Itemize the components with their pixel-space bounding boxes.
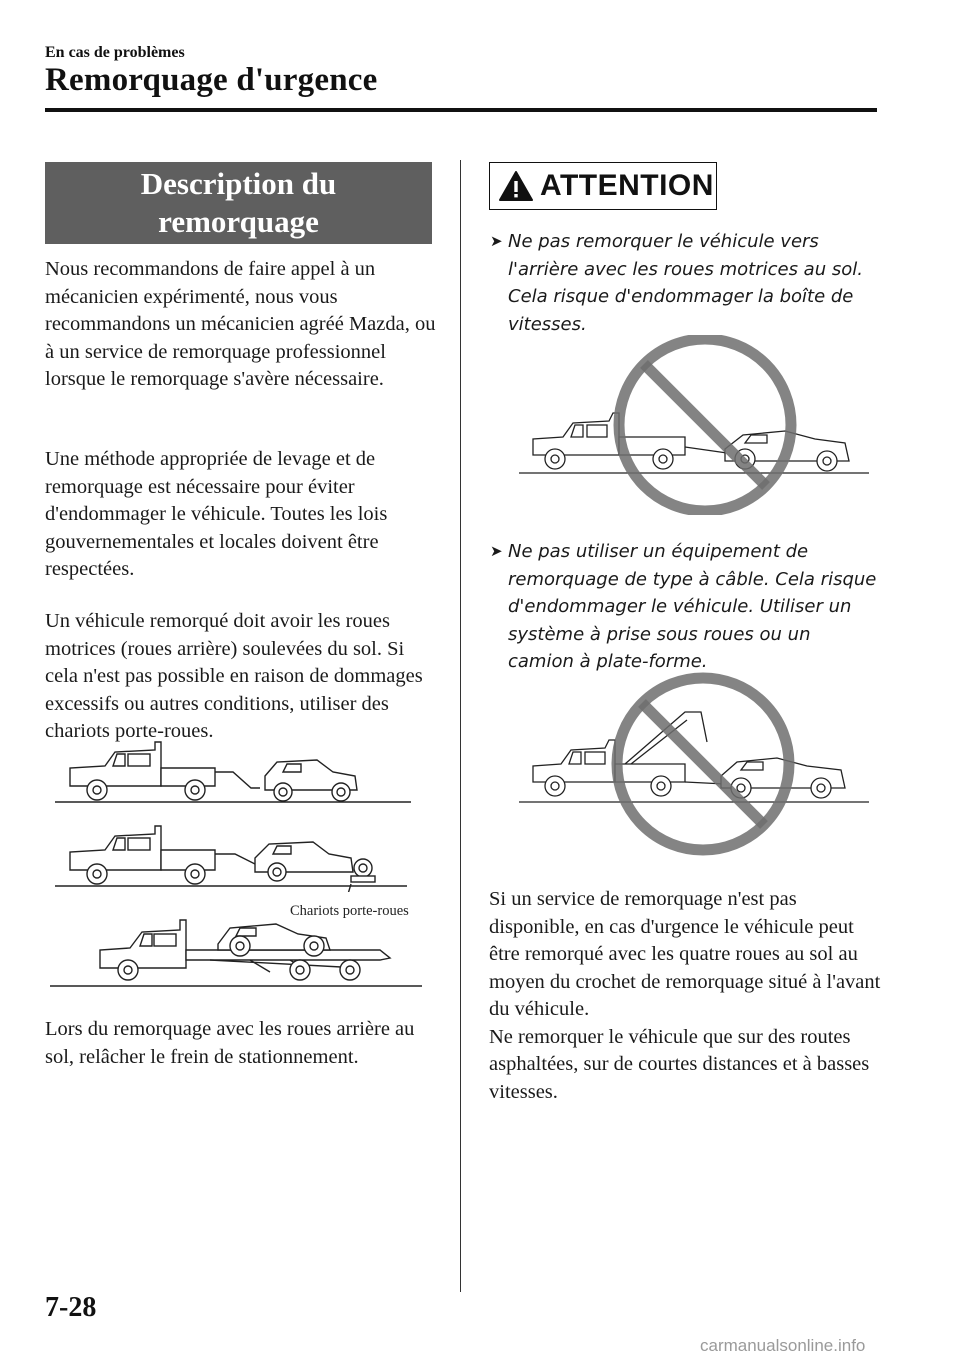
paragraph-recommendation: Nous recommandons de faire appel à un mécanicien expérimenté, nous vous recommandons un mécanicien agréé Mazda, ou à un service de remorquage professionnel lorsque le remorquage s'avère nécessaire. <box>45 258 436 390</box>
page-title: Remorquage d'urgence <box>45 62 378 98</box>
section-heading <box>45 162 432 244</box>
section-heading-line2: remorquage <box>158 204 319 239</box>
figure-wheel-dollies <box>55 822 415 892</box>
page-number: 7-28 <box>45 1292 97 1323</box>
warning-icon <box>498 170 534 202</box>
arrow-bullet-icon: ➤ <box>490 542 503 560</box>
caution-text-reverse: Ne pas remorquer le véhicule vers l'arrière avec les roues motrices au sol. Cela risque d'endommager la boîte de vitesses. <box>508 231 863 335</box>
figure-prohibited-reverse-tow <box>515 335 875 515</box>
caution-bullet-cable <box>490 538 880 676</box>
paragraph-drive-wheels: Un véhicule remorqué doit avoir les roues motrices (roues arrière) soulevées du sol. Si cela n'est pas possible en raison de dommages excessifs ou autres conditions, utiliser des chariots porte-roues. <box>45 610 423 742</box>
paragraph-parking-brake: Lors du remorquage avec les roues arrière au sol, relâcher le frein de stationnement. <box>45 1018 415 1068</box>
section-heading-line1: Description du <box>140 166 337 201</box>
attention-label: ATTENTION <box>540 169 714 202</box>
caution-text-cable: Ne pas utiliser un équipement de remorquage de type à câble. Cela risque d'endommager le véhicule. Utiliser un système à prise sous roues ou un camion à plate-forme. <box>508 541 877 672</box>
paragraph-method: Une méthode appropriée de levage et de remorquage est nécessaire pour éviter d'endommager le véhicule. Toutes les lois gouvernementales et locales doivent être respectées. <box>45 448 388 580</box>
paragraph-emergency-tow: Si un service de remorquage n'est pas disponible, en cas d'urgence le véhicule peut être remorqué avec les quatre roues au sol au moyen du crochet de remorquage situé à l'avant du véhicule. Ne remorquer le véhicule que sur des routes asphaltées, sur de courtes distances et à basses vitesses. <box>489 888 881 1103</box>
header-section: En cas de problèmes <box>45 44 185 61</box>
column-divider <box>460 160 461 1292</box>
figure-wheel-lift-tow <box>55 738 415 808</box>
watermark: carmanualsonline.info <box>700 1336 866 1355</box>
arrow-bullet-icon: ➤ <box>490 232 503 250</box>
figure-label-wheel-dollies: Chariots porte-roues <box>290 903 409 919</box>
figure-flatbed-truck <box>50 910 430 990</box>
attention-box <box>489 162 717 210</box>
caution-bullet-reverse <box>490 228 880 338</box>
header-rule <box>45 108 877 112</box>
figure-prohibited-cable-tow <box>515 672 875 862</box>
